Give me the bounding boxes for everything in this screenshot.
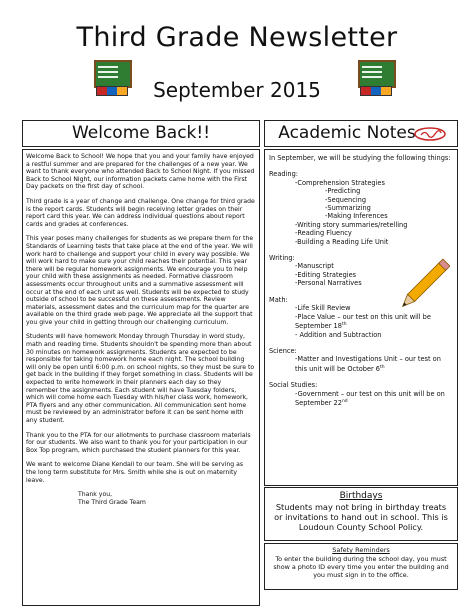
- academic-heading: Academic Notes: [278, 123, 416, 143]
- reading-item: -Reading Fluency: [295, 229, 352, 238]
- superscript: nd: [341, 399, 348, 405]
- science-item: [269, 355, 453, 373]
- notes-icon: [413, 126, 447, 142]
- reading-item: -Making Inferences: [325, 212, 388, 221]
- welcome-staff-paragraph: We want to welcome Diane Kendall to our team. She will be serving as the long term substitute for Mrs. Smith while she is out on maternity leave.: [26, 461, 244, 484]
- math-label: Math:: [269, 295, 288, 304]
- reading-item: -Predicting: [325, 187, 361, 196]
- social-item-text: -Government – our test on this unit will be on September 22: [295, 389, 445, 408]
- academic-intro: In September, we will be studying the following things:: [269, 154, 451, 162]
- birthdays-body: Students may not bring in birthday treats or invitations to hand out in school. This is Loudoun County School Policy.: [274, 502, 448, 532]
- reading-item: -Writing story summaries/retelling: [295, 220, 408, 229]
- math-item-text: -Place Value – our test on this unit will be September 18: [295, 312, 431, 331]
- closing: Thank you,: [78, 491, 113, 499]
- chalkboard-icon: [92, 58, 132, 96]
- writing-label: Writing:: [269, 254, 295, 263]
- welcome-heading-box: [22, 120, 260, 147]
- writing-item: -Manuscript: [295, 262, 334, 271]
- report-card-paragraph: Third grade is a year of change and challenge. One change for third grade is the report cards. Students will begin receiving letter grades on their report card this year. We can address individual questions about report cards and grades at conferences.: [26, 197, 255, 228]
- welcome-heading: Welcome Back!!: [71, 123, 211, 143]
- superscript: th: [380, 364, 385, 370]
- reading-item: -Comprehension Strategies: [295, 178, 385, 187]
- social-item: [269, 390, 453, 408]
- safety-body: To enter the building during the school day, you must show a photo ID every time you enter the building and you must sign in to the office.: [273, 555, 449, 580]
- math-item: - Addition and Subtraction: [295, 330, 382, 339]
- reading-label: Reading:: [269, 170, 298, 179]
- reading-item: -Building a Reading Life Unit: [295, 237, 389, 246]
- superscript: th: [341, 321, 347, 327]
- science-label: Science:: [269, 346, 297, 355]
- newsletter-subtitle: September 2015: [153, 78, 321, 102]
- writing-item: -Personal Narratives: [295, 279, 362, 288]
- social-label: Social Studies:: [269, 381, 318, 390]
- reading-item: -Sequencing: [325, 195, 367, 204]
- newsletter-title: Third Grade Newsletter: [76, 22, 398, 53]
- homework-paragraph: Students will have homework Monday through Thursday in word study, math and reading time. Students shouldn't be spending more than about 30 minutes on homework assignments. Students are expected to be responsible for taking homework home each night. The school building will only be open until 6:00 p.m. on school nights, so they must be sure to get back in the building if they forget something in class. Students will be expected to write homework in their planners each day so they remember the assignments. Each student will have Tuesday folders, which will come home each Tuesday with his/her class work, homework, PTA flyers and any other communication. All communication sent home must be reviewed by an administrator before it can be sent home with any student.: [26, 333, 255, 424]
- birthdays-box: [264, 487, 458, 541]
- safety-box: [264, 543, 458, 590]
- writing-item: -Editing Strategies: [295, 270, 357, 279]
- safety-title: Safety Reminders: [332, 546, 390, 554]
- science-item-text: -Matter and Investigations Unit – our test on this unit will be October 6: [295, 355, 441, 373]
- pencil-icon: [392, 258, 450, 318]
- signature: The Third Grade Team: [78, 498, 146, 506]
- birthdays-title: Birthdays: [339, 491, 383, 501]
- chalkboard-icon: [356, 58, 396, 96]
- challenges-paragraph: This year poses many challenges for students as we prepare them for the Standards of Learning tests that take place at the end of the year. We will work hard to challenge and support your child in every way possible. We will work hard to make sure your child reaches their potential. This year there will be regular homework assignments. We encourage you to help your child with these assignments as needed. Formative classroom assessments occur throughout units and a summative assessment will occur at the end of each unit as well. Students will be expected to study outside of school to be successful on these assessments. Review materials, assessment dates and the curriculum map for the quarter are available on the third grade web page. We appreciate all the support that you give your child in getting through our challenging curriculum.: [26, 235, 254, 326]
- reading-item: -Summarizing: [325, 204, 371, 213]
- welcome-column: [22, 149, 260, 606]
- welcome-paragraph: Welcome Back to School! We hope that you and your family have enjoyed a restful summer and are prepared for the challenges of a new year. We want to thank everyone who attended Back to School Night. If you missed Back to School Night, our information packets came home with the First Day packets on the first day of school.: [26, 153, 255, 191]
- pta-paragraph: Thank you to the PTA for our allotments to purchase classroom materials for our students. We also want to thank you for your participation in our Box Top program, which purchased the student planners for this year.: [26, 431, 251, 454]
- math-item: -Life Skill Review: [295, 304, 351, 313]
